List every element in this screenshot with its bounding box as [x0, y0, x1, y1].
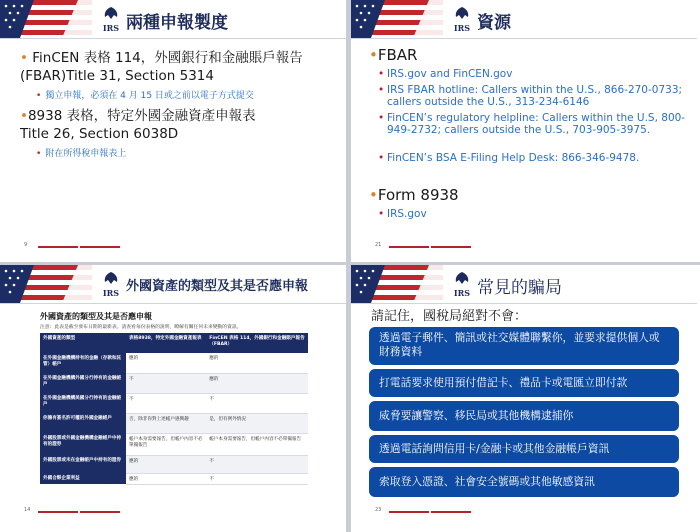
- bullet-form-8938: •8938 表格，特定外國金融資產申報表: [20, 108, 256, 124]
- page-number: 23: [375, 507, 382, 513]
- bullet-dot-icon: •: [369, 186, 378, 204]
- scam-box: 透過電話詢問信用卡/金融卡或其他金融帳戶資訊: [369, 435, 679, 463]
- header-rule: [0, 303, 346, 304]
- table-row: [40, 373, 308, 393]
- slide-resources[interactable]: [351, 0, 697, 262]
- table-note: 注意：此表是截至發布日期的最新表。請查看每份表格的說明，瞭解有關任何未來變動的資訊。: [40, 325, 242, 330]
- sub-bullet-dot-icon: •: [36, 149, 42, 159]
- flag-stripes-icon: [0, 265, 92, 303]
- bullet-fincen-114: • FinCEN 表格 114，外國銀行和金融賬戶報告: [20, 50, 303, 66]
- irs-logo-text: IRS: [453, 288, 471, 298]
- table-header-row: [40, 333, 308, 353]
- table-cell: 不: [126, 393, 206, 413]
- slide-header: [351, 265, 697, 303]
- table-cell: 帳戶本身需要報告，但帳戶內容不必單獨報告: [206, 433, 308, 455]
- footer-accent: [80, 511, 120, 513]
- table-cell: 在外國金融機構持有的金融（存款和託管）帳戶: [40, 353, 126, 373]
- header-rule: [0, 38, 346, 39]
- slide-common-scams[interactable]: [351, 265, 697, 527]
- table-cell: 應的: [126, 353, 206, 373]
- slide-foreign-asset-types[interactable]: [0, 265, 346, 527]
- table-row: [40, 353, 308, 373]
- sub-bullet-electronic-filing: • 獨立申報，必須在 4 月 15 日或之前以電子方式提交: [36, 91, 254, 101]
- asset-reporting-table: [40, 333, 308, 485]
- table-cell: 外國股票或外國金融機構金融帳戶中持有的證券: [40, 433, 126, 455]
- resource-item[interactable]: • IRS FBAR hotline: Callers within the U.S., 866-270-0733; callers outside the U.S., 313-234-6146: [378, 84, 683, 108]
- table-row: [40, 393, 308, 413]
- scam-intro: 請記住，國稅局絕對不會：: [371, 309, 528, 324]
- table-cell: 應的: [206, 373, 308, 393]
- table-cell: 應的: [206, 353, 308, 373]
- slide-title: 兩種申報製度: [126, 13, 228, 33]
- table-cell: 是，但有例外情況: [206, 413, 308, 433]
- table-cell: 外國合夥企業利益: [40, 473, 126, 484]
- footer-accent: [80, 246, 120, 248]
- page-number: 14: [24, 507, 31, 513]
- irs-eagle-logo-icon: [100, 270, 122, 298]
- resource-item[interactable]: • FinCEN’s regulatory helpline: Callers within the U.S, 800-949-2732; callers outside the U.S., 703-905-3975.: [378, 112, 686, 136]
- sub-bullet-dot-icon: •: [378, 112, 385, 124]
- table-row: [40, 455, 308, 473]
- slide-header: [0, 0, 346, 38]
- bullet-dot-icon: •: [20, 108, 28, 124]
- table-cell: 應的: [126, 455, 206, 473]
- footer-accent: [389, 246, 429, 248]
- footer-accent: [38, 511, 78, 513]
- table-row: [40, 473, 308, 484]
- sub-bullet-dot-icon: •: [378, 152, 385, 164]
- table-cell: 不: [126, 373, 206, 393]
- irs-eagle-logo-icon: [451, 5, 473, 33]
- irs-logo-text: IRS: [453, 23, 471, 33]
- table-title: 外國資產的類型及其是否應申報: [40, 312, 152, 321]
- table-cell: 不: [206, 393, 308, 413]
- resource-item[interactable]: • IRS.gov: [378, 208, 427, 220]
- table-header-cell: 外國資產的類型: [40, 333, 126, 353]
- table-cell: 不: [206, 455, 308, 473]
- slide-two-reporting-systems[interactable]: [0, 0, 346, 262]
- bullet-form-8938-cont: Title 26, Section 6038D: [20, 126, 179, 142]
- table-cell: 不: [206, 473, 308, 484]
- scam-box: 索取登入憑證、社會安全號碼或其他敏感資訊: [369, 467, 679, 497]
- resource-item[interactable]: • FinCEN’s BSA E-Filing Help Desk: 866-346-9478.: [378, 152, 640, 164]
- resource-item[interactable]: • IRS.gov and FinCEN.gov: [378, 68, 513, 80]
- heading-fbar: •FBAR: [369, 46, 418, 64]
- table-row: [40, 433, 308, 455]
- irs-logo-text: IRS: [102, 288, 120, 298]
- table-cell: 你擁有簽名許可權的外國金融帳戶: [40, 413, 126, 433]
- table-cell: 帳戶本身需要報告，但帳戶內容不必單獨報告: [126, 433, 206, 455]
- irs-logo-text: IRS: [102, 23, 120, 33]
- bullet-fincen-114-cont: (FBAR)Title 31, Section 5314: [20, 68, 214, 84]
- flag-stripes-icon: [0, 0, 92, 38]
- irs-eagle-logo-icon: [451, 270, 473, 298]
- irs-eagle-logo-icon: [100, 5, 122, 33]
- footer-accent: [431, 246, 471, 248]
- heading-form-8938: •Form 8938: [369, 186, 459, 204]
- slide-header: [0, 265, 346, 303]
- flag-stripes-icon: [351, 0, 443, 38]
- sub-bullet-dot-icon: •: [378, 68, 385, 80]
- scam-box: 透過電子郵件、簡訊或社交媒體聯繫你，並要求提供個人或財務資料: [369, 327, 679, 365]
- bullet-dot-icon: •: [20, 50, 28, 66]
- header-rule: [351, 38, 697, 39]
- table-header-cell: 表格8938，特定外國金融資產報表: [126, 333, 206, 353]
- sub-bullet-attach-return: • 附在所得稅申報表上: [36, 149, 127, 159]
- flag-stripes-icon: [351, 265, 443, 303]
- table-cell: 否，除非你對上述帳戶感興趣: [126, 413, 206, 433]
- slide-title: 資源: [477, 13, 511, 33]
- footer-accent: [431, 511, 471, 513]
- footer-accent: [38, 246, 78, 248]
- sub-bullet-dot-icon: •: [378, 208, 385, 220]
- table-header-cell: FinCEN 表格 114，外國銀行和金融賬戶報告（FBAR）: [206, 333, 308, 353]
- scam-box: 威脅要讓警察、移民局或其他機構逮捕你: [369, 401, 679, 431]
- page-number: 21: [375, 242, 382, 248]
- scam-box: 打電話要求使用預付借記卡、禮品卡或電匯立即付款: [369, 369, 679, 397]
- sub-bullet-dot-icon: •: [378, 84, 385, 96]
- slide-title: 常見的騙局: [477, 278, 562, 298]
- table-cell: 外國股票或未在金融帳戶中持有的證券: [40, 455, 126, 473]
- table-row: [40, 413, 308, 433]
- sub-bullet-dot-icon: •: [36, 91, 42, 101]
- slide-title: 外國資產的類型及其是否應申報: [126, 279, 309, 294]
- page-number: 9: [24, 242, 28, 248]
- table-cell: 在外國金融機構美國分行持有的金融帳戶: [40, 393, 126, 413]
- table-cell: 應的: [126, 473, 206, 484]
- bullet-dot-icon: •: [369, 46, 378, 64]
- header-rule: [351, 303, 697, 304]
- table-cell: 在外國金融機構外國分行持有的金融帳戶: [40, 373, 126, 393]
- footer-accent: [389, 511, 429, 513]
- slide-header: [351, 0, 697, 38]
